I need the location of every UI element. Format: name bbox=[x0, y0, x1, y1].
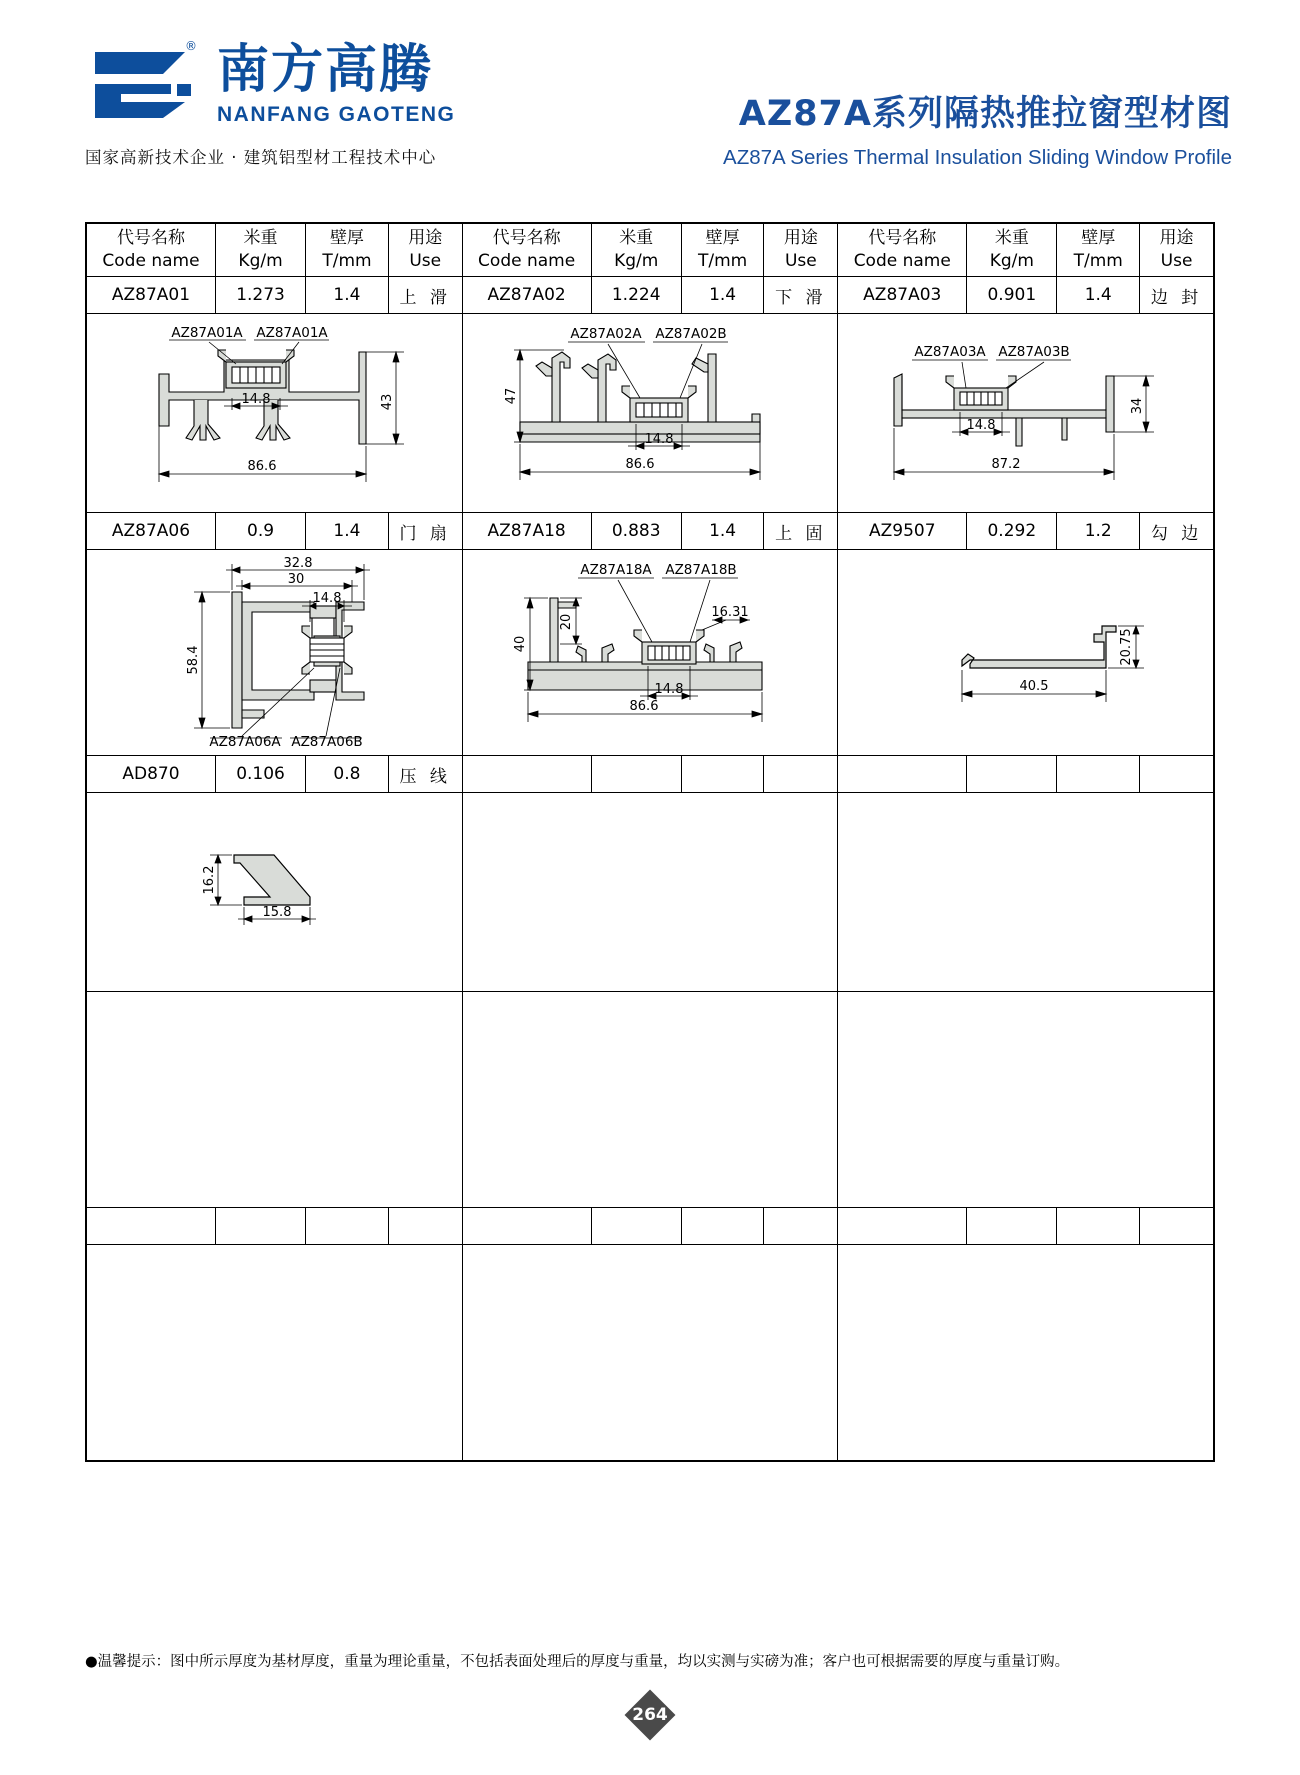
cell-use: 勾 边 bbox=[1140, 513, 1214, 550]
drawing-row bbox=[87, 992, 1214, 1208]
cell-thickness: 1.4 bbox=[306, 277, 389, 314]
svg-text:86.6: 86.6 bbox=[247, 459, 277, 474]
cell-weight bbox=[591, 756, 681, 793]
svg-text:AZ87A03A: AZ87A03A bbox=[913, 344, 986, 360]
svg-text:AZ87A18A: AZ87A18A bbox=[580, 562, 652, 578]
cell-thickness: 1.2 bbox=[1057, 513, 1140, 550]
cell-use bbox=[388, 1208, 462, 1245]
svg-text:87.2: 87.2 bbox=[991, 457, 1021, 472]
svg-text:AZ87A02B: AZ87A02B bbox=[655, 326, 727, 342]
svg-text:14.8: 14.8 bbox=[312, 591, 342, 606]
svg-text:43: 43 bbox=[380, 393, 396, 411]
cell-weight bbox=[967, 1208, 1057, 1245]
cell-code: AZ9507 bbox=[838, 513, 967, 550]
svg-text:16.31: 16.31 bbox=[711, 605, 749, 620]
drawing-cell-empty bbox=[838, 1245, 1214, 1461]
cell-use bbox=[764, 1208, 838, 1245]
drawing-cell-empty bbox=[462, 1245, 838, 1461]
header-weight-3: 米重 Kg/m bbox=[967, 224, 1057, 277]
brand-name-cn: 南方高腾 bbox=[217, 39, 434, 100]
svg-text:AZ87A06B: AZ87A06B bbox=[291, 734, 363, 750]
svg-text:AZ87A01A: AZ87A01A bbox=[256, 325, 328, 341]
drawing-cell-empty bbox=[462, 793, 838, 992]
cell-code bbox=[838, 756, 967, 793]
drawing-cell-az87a02 bbox=[462, 314, 838, 513]
gaoteng-logo-icon bbox=[85, 38, 203, 130]
cell-weight bbox=[215, 1208, 305, 1245]
svg-text:14.8: 14.8 bbox=[644, 432, 674, 447]
cell-thickness bbox=[681, 1208, 764, 1245]
cell-code: AD870 bbox=[87, 756, 216, 793]
page-title bbox=[723, 38, 1240, 170]
cell-use: 上 固 bbox=[764, 513, 838, 550]
cell-weight: 0.9 bbox=[215, 513, 305, 550]
drawing-row bbox=[87, 314, 1214, 513]
cell-use: 上 滑 bbox=[388, 277, 462, 314]
table-row bbox=[87, 1208, 1214, 1245]
cell-weight: 1.273 bbox=[215, 277, 305, 314]
page-number bbox=[622, 1695, 678, 1735]
svg-text:®: ® bbox=[185, 39, 197, 53]
cell-thickness bbox=[306, 1208, 389, 1245]
svg-text:34: 34 bbox=[1129, 397, 1145, 415]
cell-code: AZ87A02 bbox=[462, 277, 591, 314]
svg-text:86.6: 86.6 bbox=[625, 457, 655, 472]
svg-text:58.4: 58.4 bbox=[186, 645, 202, 675]
cell-use bbox=[1140, 1208, 1214, 1245]
cell-use: 下 滑 bbox=[764, 277, 838, 314]
header-weight-2: 米重 Kg/m bbox=[591, 224, 681, 277]
cell-code bbox=[838, 1208, 967, 1245]
drawing-cell-empty bbox=[87, 1245, 463, 1461]
header-use-2: 用途 Use bbox=[764, 224, 838, 277]
cell-weight bbox=[967, 756, 1057, 793]
table-row bbox=[87, 513, 1214, 550]
drawing-row bbox=[87, 1245, 1214, 1461]
dim-inner: 14.8 bbox=[241, 392, 271, 407]
cell-thickness: 1.4 bbox=[681, 277, 764, 314]
drawing-cell-az87a06 bbox=[87, 550, 463, 756]
svg-text:40: 40 bbox=[512, 635, 528, 653]
svg-text:16.2: 16.2 bbox=[202, 865, 218, 895]
cell-code: AZ87A03 bbox=[838, 277, 967, 314]
svg-text:32.8: 32.8 bbox=[283, 556, 313, 571]
drawing-cell-az87a03 bbox=[838, 314, 1214, 513]
cell-code bbox=[462, 1208, 591, 1245]
svg-text:AZ87A18B: AZ87A18B bbox=[665, 562, 737, 578]
cell-weight: 0.292 bbox=[967, 513, 1057, 550]
cell-thickness: 1.4 bbox=[1057, 277, 1140, 314]
header-thickness-3: 壁厚 T/mm bbox=[1057, 224, 1140, 277]
cell-code: AZ87A01 bbox=[87, 277, 216, 314]
header-code-1: 代号名称 Code name bbox=[87, 224, 216, 277]
header-use-3: 用途 Use bbox=[1140, 224, 1214, 277]
header-use-1: 用途 Use bbox=[388, 224, 462, 277]
svg-text:20: 20 bbox=[558, 613, 574, 631]
drawing-cell-empty bbox=[462, 992, 838, 1208]
svg-text:40.5: 40.5 bbox=[1019, 679, 1049, 694]
brand-subtitle: 国家高新技术企业 · 建筑铝型材工程技术中心 bbox=[85, 148, 437, 167]
cell-use: 边 封 bbox=[1140, 277, 1214, 314]
svg-text:AZ87A02A: AZ87A02A bbox=[570, 326, 642, 342]
svg-text:AZ87A03B: AZ87A03B bbox=[997, 344, 1070, 360]
drawing-cell-az87a01 bbox=[87, 314, 463, 513]
cell-use bbox=[1140, 756, 1214, 793]
cell-weight bbox=[591, 1208, 681, 1245]
drawing-cell-ad870 bbox=[87, 793, 463, 992]
svg-text:47: 47 bbox=[503, 387, 519, 405]
cell-thickness bbox=[1057, 1208, 1140, 1245]
cell-thickness bbox=[681, 756, 764, 793]
header-code-3: 代号名称 Code name bbox=[838, 224, 967, 277]
page-title-cn: AZ87A系列隔热推拉窗型材图 bbox=[738, 94, 1232, 134]
drawing-row bbox=[87, 793, 1214, 992]
drawing-cell-az87a18 bbox=[462, 550, 838, 756]
cell-code: AZ87A06 bbox=[87, 513, 216, 550]
svg-text:30: 30 bbox=[288, 572, 305, 587]
cell-code: AZ87A18 bbox=[462, 513, 591, 550]
table-header-row bbox=[87, 224, 1214, 277]
cell-weight: 0.106 bbox=[215, 756, 305, 793]
profile-table bbox=[85, 222, 1215, 1462]
header-code-2: 代号名称 Code name bbox=[462, 224, 591, 277]
page-title-en: AZ87A Series Thermal Insulation Sliding Window Profile bbox=[723, 146, 1232, 169]
drawing-cell-az9507 bbox=[838, 550, 1214, 756]
cell-weight: 0.883 bbox=[591, 513, 681, 550]
svg-text:20.75: 20.75 bbox=[1118, 628, 1134, 666]
svg-text:AZ87A06A: AZ87A06A bbox=[209, 734, 281, 750]
header-weight-1: 米重 Kg/m bbox=[215, 224, 305, 277]
cell-thickness: 1.4 bbox=[681, 513, 764, 550]
table-row bbox=[87, 756, 1214, 793]
cell-use: 压 线 bbox=[388, 756, 462, 793]
table-row bbox=[87, 277, 1214, 314]
svg-text:86.6: 86.6 bbox=[629, 699, 659, 714]
drawing-cell-empty bbox=[838, 992, 1214, 1208]
cell-thickness bbox=[1057, 756, 1140, 793]
svg-text:AZ87A01A: AZ87A01A bbox=[171, 325, 243, 341]
footer-note: ●温馨提示：图中所示厚度为基材厚度，重量为理论重量，不包括表面处理后的厚度与重量，均以实测与实磅为准；客户也可根据需要的厚度与重量订购。 bbox=[85, 1654, 1070, 1670]
cell-weight: 0.901 bbox=[967, 277, 1057, 314]
cell-use bbox=[764, 756, 838, 793]
header-thickness-2: 壁厚 T/mm bbox=[681, 224, 764, 277]
cell-thickness: 1.4 bbox=[306, 513, 389, 550]
page-number-text: 264 bbox=[632, 1705, 668, 1725]
cell-use: 门 扇 bbox=[388, 513, 462, 550]
svg-text:14.8: 14.8 bbox=[654, 682, 684, 697]
header-thickness-1: 壁厚 T/mm bbox=[306, 224, 389, 277]
drawing-cell-empty bbox=[87, 992, 463, 1208]
drawing-row bbox=[87, 550, 1214, 756]
cell-thickness: 0.8 bbox=[306, 756, 389, 793]
svg-text:15.8: 15.8 bbox=[262, 905, 292, 920]
drawing-cell-empty bbox=[838, 793, 1214, 992]
cell-weight: 1.224 bbox=[591, 277, 681, 314]
svg-text:14.8: 14.8 bbox=[966, 418, 996, 433]
page-header bbox=[0, 0, 1300, 169]
brand-name-en: NANFANG GAOTENG bbox=[217, 102, 456, 126]
cell-code bbox=[87, 1208, 216, 1245]
brand-block bbox=[85, 38, 455, 168]
cell-code bbox=[462, 756, 591, 793]
